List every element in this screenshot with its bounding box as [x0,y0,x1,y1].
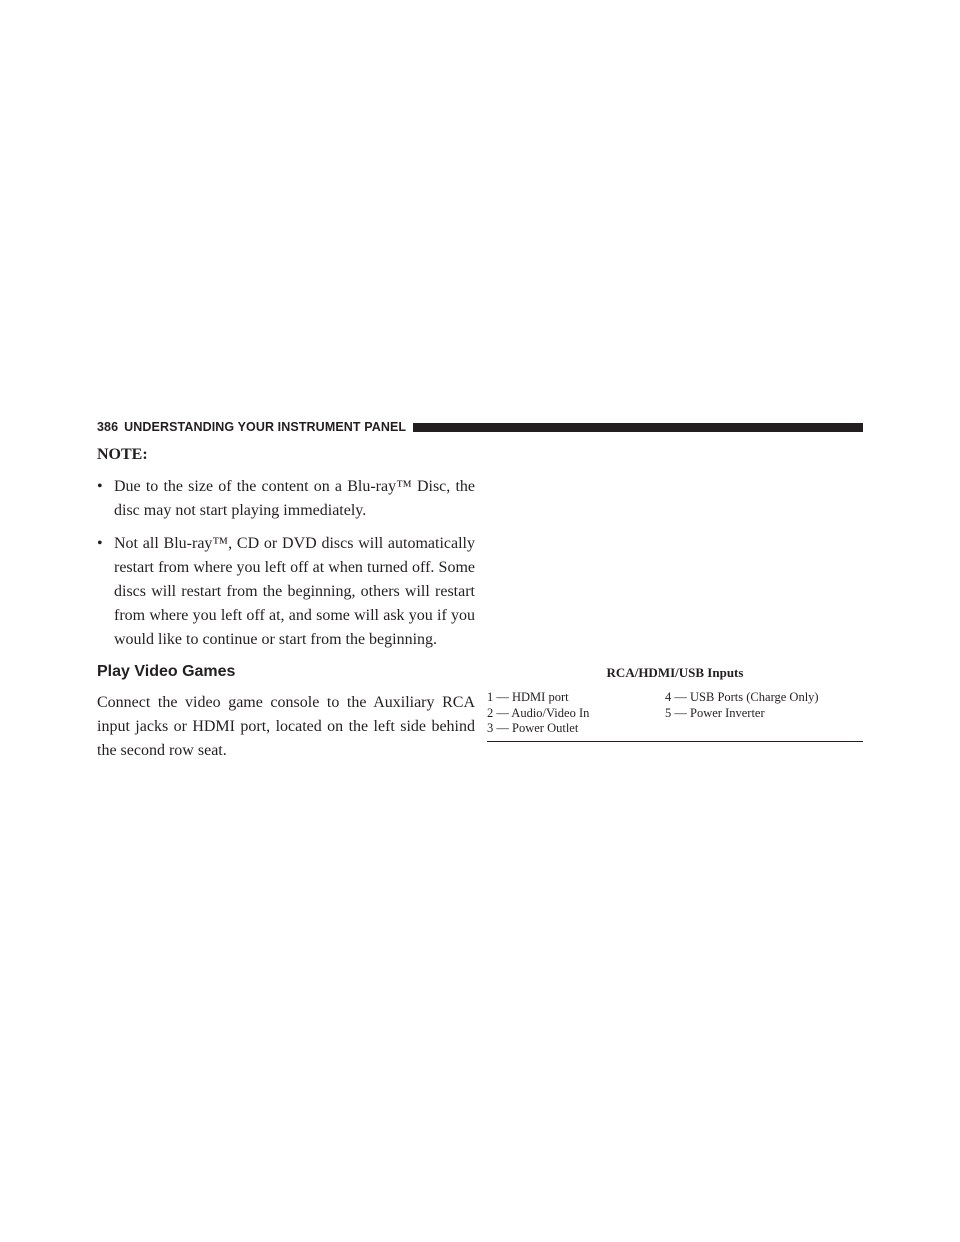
note-list [97,475,475,652]
legend-item: 1 — HDMI port [487,690,569,704]
bullet-text: Due to the size of the content on a Blu-ray™ Disc, the disc may not start playing immediately. [114,478,475,519]
bullet-text: Not all Blu-ray™, CD or DVD discs will automatically restart from where you left off at when turned off. Some discs will restart from the beginning, others will restart from where you left off at, and some will ask you if you would like to continue or start from the beginning. [114,535,475,648]
figure-caption: RCA/HDMI/USB Inputs [606,665,744,680]
page-number: 386 [97,420,119,434]
section-heading: Play Video Games [97,663,236,680]
main-column [97,443,475,763]
header-rule [413,423,863,432]
list-item [97,532,475,652]
legend-item: 4 — USB Ports (Charge Only) [665,690,819,704]
body-paragraph: Connect the video game console to the Auxiliary RCA input jacks or HDMI port, located on the left side behind the second row seat. [97,694,475,759]
bullet-icon: • [97,535,103,552]
bullet-icon: • [97,478,103,495]
figure-legend [487,690,863,737]
page-header [97,418,863,436]
figure-legend-box [487,664,863,742]
legend-item: 2 — Audio/Video In [487,705,590,720]
legend-item: 5 — Power Inverter [665,705,765,720]
note-heading: NOTE: [97,446,148,463]
list-item [97,475,475,523]
section-title: UNDERSTANDING YOUR INSTRUMENT PANEL [124,420,407,434]
legend-item: 3 — Power Outlet [487,721,579,735]
